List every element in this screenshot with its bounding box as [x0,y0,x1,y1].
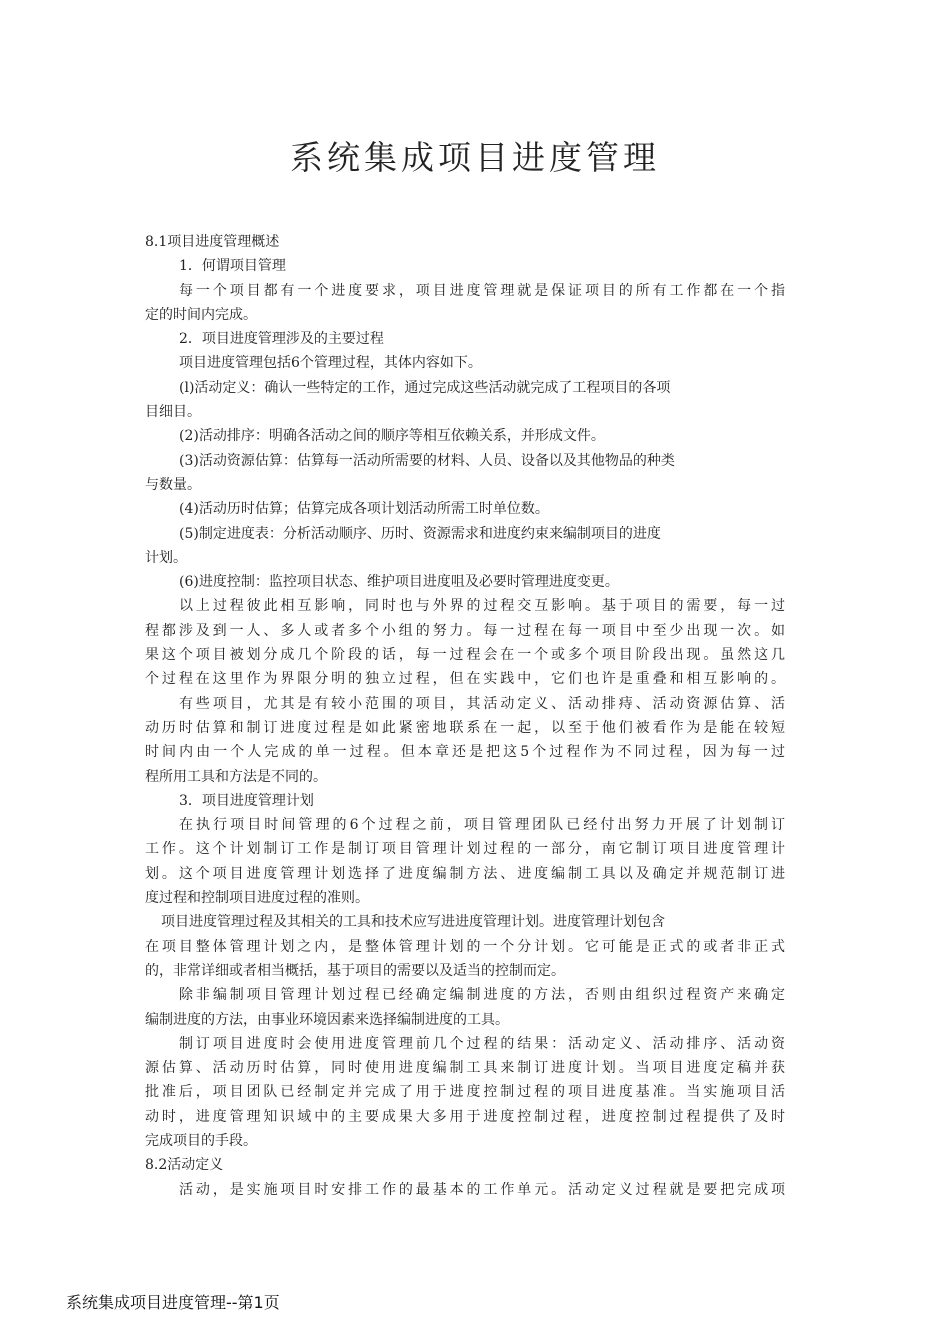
text-line: 度过程和控制项目进度过程的准则。 [145,890,369,907]
text-line: 计划。 [145,549,187,566]
text-line: (5)制定进度表：分析活动顺序、历时、资源需求和进度约束来编制项目的进度 [179,525,661,542]
text-line: 与数量。 [145,476,201,493]
text-line: 在执行项目时间管理的6个过程之前，项目管理团队已经付出努力开展了计划制订 [179,817,785,834]
text-line: 批准后，项目团队已经制定并完成了用于进度控制过程的项目进度基准。当实施项目活 [145,1084,785,1101]
text-line: (l)活动定义：确认一些特定的工作，通过完成这些活动就完成了工程项目的各项 [179,379,671,396]
text-line: 项目进度管理包括6个管理过程，其体内容如下。 [179,355,482,372]
text-line: 编制进度的方法，由事业环境因素来选择编制进度的工具。 [145,1011,509,1028]
document-title: 系统集成项目进度管理 [290,138,660,177]
text-line: 每一个项目都有一个进度要求，项目进度管理就是保证项目的所有工作都在一个指 [179,282,785,299]
text-line: (4)活动历时估算；估算完成各项计划活动所需工时单位数。 [179,501,549,518]
text-line: 动历时估算和制订进度过程是如此紧密地联系在一起，以至于他们被看作为是能在较短 [145,719,785,736]
text-line: 程都涉及到一人、多人或者多个小组的努力。每一过程在每一项目中至少出现一次。如 [145,622,785,639]
text-line: 有些项目，尤其是有较小范围的项目，其活动定义、活动排痔、活动资源估算、活 [179,695,785,712]
text-line: (3)活动资源估算：估算每一活动所需要的材料、人员、设备以及其他物品的种类 [179,452,675,469]
text-line: 项目进度管理过程及其相关的工具和技术应写进进度管理计划。进度管理计划包含 [161,914,665,931]
text-line: 个过程在这里作为界限分明的独立过程，但在实践中，它们也许是重叠和相互影响的。 [145,671,785,688]
document-body [145,230,785,1202]
text-line: 的，非常详细或者相当概括，基于项目的需要以及适当的控制而定。 [145,962,565,979]
text-line: 目细目。 [145,404,201,421]
text-line: 工作。这个计划制订工作是制订项目管理计划过程的一部分，南它制订项目进度管理计 [145,841,785,858]
text-line: 完成项目的手段。 [145,1132,257,1149]
text-line: 在项目整体管理计划之内，是整体管理计划的一个分计划。它可能是正式的或者非正式 [145,938,785,955]
text-line: 划。这个项目进度管理计划选择了进度编制方法、进度编制工具以及确定并规范制订进 [145,865,785,882]
text-line: 动时，进度管理知识域中的主要成果大多用于进度控制过程，进度控制过程提供了及时 [145,1108,785,1125]
text-line: 果这个项目被划分成几个阶段的话，每一过程会在一个或多个项目阶段出现。虽然这几 [145,647,785,664]
text-line: 源估算、活动历时估算，同时使用进度编制工具来制订进度计划。当项目进度定稿并获 [145,1060,785,1077]
text-line: 程所用工具和方法是不同的。 [145,768,327,785]
text-line: 1．何谓项目管理 [179,258,286,275]
text-line: (6)进度控制：监控项目状态、维护项目进度咀及必要时管理进度变更。 [179,574,619,591]
text-line: 8.1项目进度管理概述 [145,234,280,250]
text-line: 时间内由一个人完成的单一过程。但本章还是把这5个过程作为不同过程，因为每一过 [145,744,785,761]
page-footer: 系统集成项目进度管理--第1页 [66,1293,280,1312]
text-line: 除非编制项目管理计划过程已经确定编制进度的方法，否则由组织过程资产来确定 [179,987,785,1004]
text-line: 2．项目进度管理涉及的主要过程 [179,331,384,348]
text-line: 制订项目进度时会使用进度管理前几个过程的结果：活动定义、活动排序、活动资 [179,1035,785,1052]
text-line: 8.2活动定义 [145,1157,224,1174]
text-line: (2)活动排序：明确各活动之间的顺序等相互依赖关系，并形成文件。 [179,428,605,445]
text-line: 3．项目进度管理计划 [179,792,314,809]
text-line: 以上过程彼此相互影响，同时也与外界的过程交互影响。基于项目的需要，每一过 [179,598,785,615]
text-line: 定的时间内完成。 [145,306,257,323]
text-line: 活动，是实施项目时安排工作的最基本的工作单元。活动定义过程就是要把完成项 [179,1181,785,1198]
